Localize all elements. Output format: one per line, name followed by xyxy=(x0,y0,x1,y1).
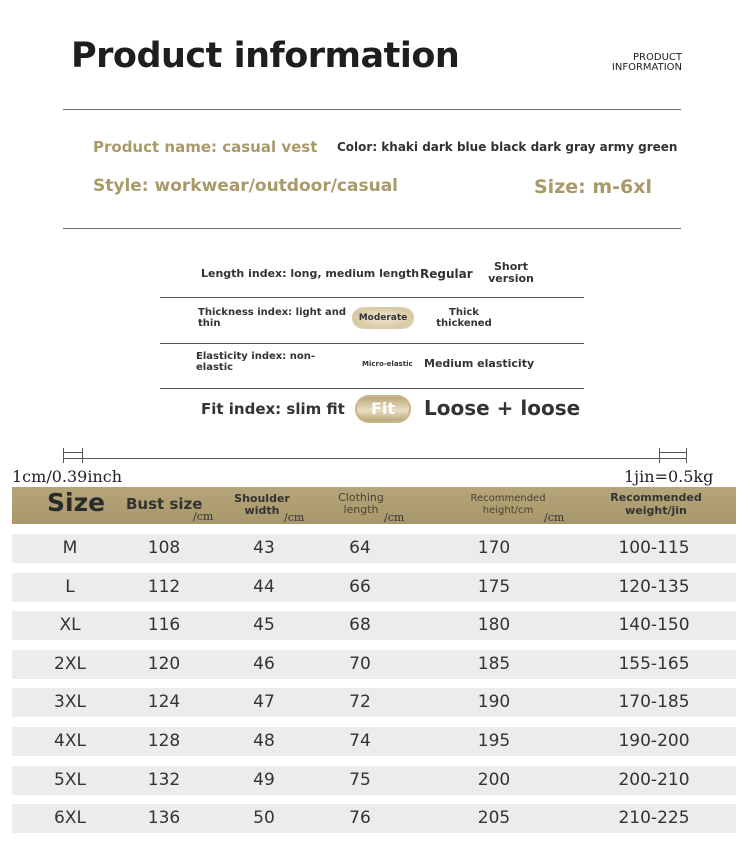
cell-size: 2XL xyxy=(54,653,86,674)
cell-length: 75 xyxy=(349,769,371,790)
table-row xyxy=(12,688,736,717)
cell-weight: 200-210 xyxy=(618,769,690,790)
header-clothing-unit: /cm xyxy=(384,511,405,524)
elasticity-index-label: Elasticity index: non-elastic xyxy=(196,351,315,373)
cell-size: 6XL xyxy=(54,808,86,829)
index-divider-3 xyxy=(160,388,584,389)
cell-shoulder: 47 xyxy=(253,692,275,713)
cell-bust: 124 xyxy=(147,692,181,713)
header-shoulder-unit: /cm xyxy=(284,511,305,524)
cell-bust: 116 xyxy=(147,615,181,636)
table-row xyxy=(12,766,736,795)
ruler-bar-left xyxy=(63,452,83,453)
divider-top xyxy=(63,109,681,110)
title-en-line2: INFORMATION xyxy=(611,62,682,73)
cell-shoulder: 45 xyxy=(253,615,275,636)
cell-height: 195 xyxy=(477,730,511,751)
fit-selected-badge: Fit xyxy=(355,395,411,423)
header-height-unit: /cm xyxy=(544,511,565,524)
elasticity-index-micro: Micro-elastic xyxy=(362,360,413,368)
length-index-regular: Regular xyxy=(420,267,473,281)
cell-bust: 120 xyxy=(147,653,181,674)
cell-bust: 132 xyxy=(147,769,181,790)
fit-index-loose: Loose + loose xyxy=(424,396,581,420)
elasticity-index-medium: Medium elasticity xyxy=(424,357,535,370)
product-name: Product name: casual vest xyxy=(93,138,318,156)
cell-length: 74 xyxy=(349,730,371,751)
header-bust: Bust size xyxy=(126,495,203,513)
divider-bottom xyxy=(63,228,681,229)
page-title-english xyxy=(586,53,682,73)
ruler-tick xyxy=(659,448,660,463)
cell-shoulder: 50 xyxy=(253,808,275,829)
ruler-tick xyxy=(686,448,687,463)
ruler-bar-right xyxy=(659,452,687,453)
product-style: Style: workwear/outdoor/casual xyxy=(93,176,398,196)
header-height: Recommended height/cm xyxy=(470,493,546,516)
cell-length: 72 xyxy=(349,692,371,713)
cell-height: 170 xyxy=(477,538,511,558)
unit-cm-note: 1cm/0.39inch xyxy=(12,467,123,486)
header-clothing-length: Clothing length xyxy=(338,491,384,516)
cell-weight: 170-185 xyxy=(618,692,690,713)
table-row xyxy=(12,573,736,602)
page-title: Product information xyxy=(71,36,460,76)
cell-size: 3XL xyxy=(54,692,86,713)
cell-size: M xyxy=(62,538,78,558)
cell-bust: 128 xyxy=(147,730,181,751)
header-size: Size xyxy=(47,488,106,517)
cell-size: XL xyxy=(59,615,81,636)
table-row xyxy=(12,534,736,563)
length-index-short: Short version xyxy=(488,260,534,285)
table-row xyxy=(12,611,736,640)
cell-height: 180 xyxy=(477,615,511,636)
thickness-selected-badge: Moderate xyxy=(352,307,414,329)
size-table-body xyxy=(12,534,736,843)
cell-length: 66 xyxy=(349,576,371,597)
table-row xyxy=(12,650,736,679)
cell-height: 205 xyxy=(477,808,511,829)
table-row xyxy=(12,804,736,833)
product-colors: Color: khaki dark blue black dark gray army green xyxy=(337,140,678,154)
cell-height: 185 xyxy=(477,653,511,674)
cell-size: L xyxy=(65,576,75,597)
unit-ruler-line xyxy=(63,458,687,459)
length-index-label: Length index: long, medium length xyxy=(201,267,420,280)
table-row xyxy=(12,727,736,756)
cell-weight: 155-165 xyxy=(618,653,690,674)
thickness-index-label: Thickness index: light and thin xyxy=(198,307,347,329)
index-divider-1 xyxy=(160,297,584,298)
cell-height: 200 xyxy=(477,769,511,790)
cell-weight: 190-200 xyxy=(618,730,690,751)
title-en-line1: PRODUCT xyxy=(633,52,682,63)
cell-shoulder: 49 xyxy=(253,769,275,790)
cell-bust: 136 xyxy=(147,808,181,829)
cell-size: 4XL xyxy=(54,730,86,751)
cell-height: 175 xyxy=(477,576,511,597)
cell-shoulder: 48 xyxy=(253,730,275,751)
index-divider-2 xyxy=(160,343,584,344)
header-weight: Recommended weight/jin xyxy=(610,491,702,517)
cell-weight: 120-135 xyxy=(618,576,690,597)
cell-weight: 210-225 xyxy=(618,808,690,829)
cell-length: 64 xyxy=(349,538,371,558)
cell-shoulder: 44 xyxy=(253,576,275,597)
cell-shoulder: 46 xyxy=(253,653,275,674)
cell-bust: 108 xyxy=(147,538,181,558)
unit-jin-note: 1jin=0.5kg xyxy=(624,467,714,486)
ruler-tick xyxy=(63,448,64,463)
cell-weight: 100-115 xyxy=(618,538,690,558)
cell-size: 5XL xyxy=(54,769,86,790)
cell-length: 70 xyxy=(349,653,371,674)
product-size-range: Size: m-6xl xyxy=(534,176,653,198)
cell-height: 190 xyxy=(477,692,511,713)
fit-index-label: Fit index: slim fit xyxy=(201,400,345,418)
cell-weight: 140-150 xyxy=(618,615,690,636)
ruler-tick xyxy=(82,448,83,463)
cell-length: 76 xyxy=(349,808,371,829)
cell-shoulder: 43 xyxy=(253,538,275,558)
header-bust-unit: /cm xyxy=(193,510,214,523)
cell-bust: 112 xyxy=(147,576,181,597)
header-shoulder: Shoulder width xyxy=(234,492,290,517)
cell-length: 68 xyxy=(349,615,371,636)
thickness-index-thick: Thick thickened xyxy=(436,307,492,329)
